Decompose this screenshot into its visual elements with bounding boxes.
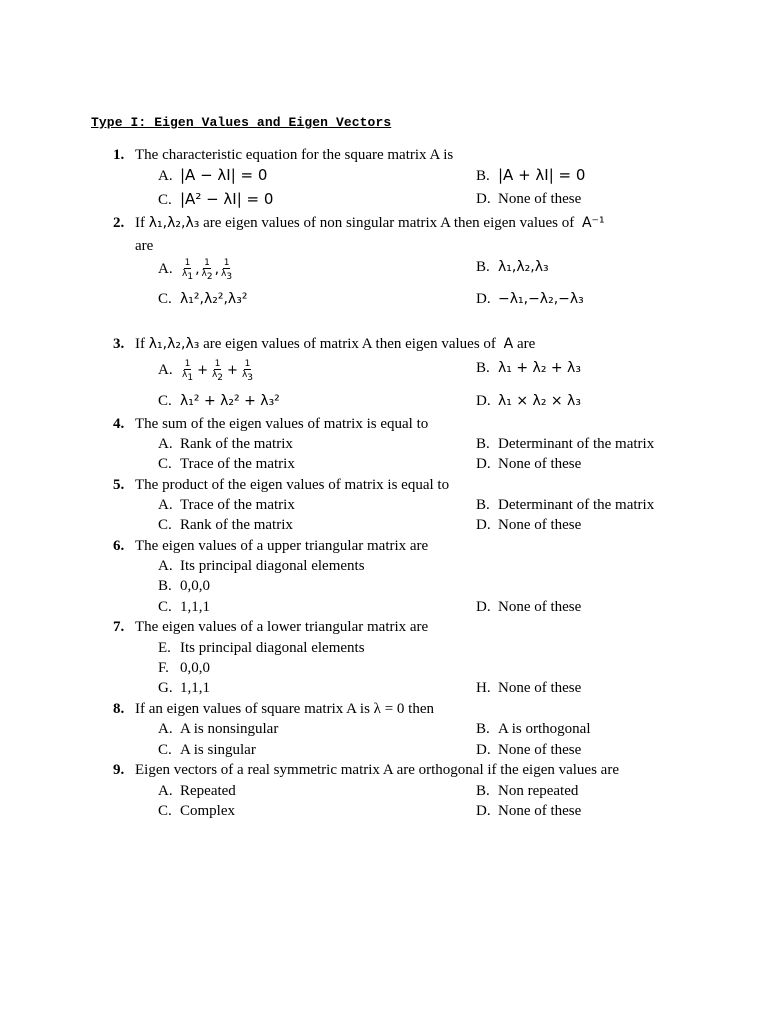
option-label: C.: [158, 517, 172, 533]
option-label: D.: [476, 291, 491, 307]
option-label: D.: [476, 191, 491, 207]
option-text: None of these: [498, 680, 582, 696]
question-text: The characteristic equation for the square matrix A is: [135, 147, 454, 163]
option-c: [158, 802, 235, 820]
option-label: B.: [476, 497, 490, 513]
option-label: A.: [158, 362, 173, 379]
question-text-end: are: [517, 336, 536, 352]
option-text: Trace of the matrix: [180, 456, 295, 472]
lambda-list: λ₁,λ₂,λ₃: [148, 336, 200, 352]
fraction-3: $\frac{1}{\lambda_3}$: [221, 258, 233, 282]
option-a: [158, 557, 365, 575]
question-text: The product of the eigen values of matrix is equal to: [135, 477, 450, 493]
fraction-2: $\frac{1}{\lambda_2}$: [211, 359, 224, 383]
option-math: |A + λI| = 0: [498, 166, 586, 184]
option-a: [158, 435, 293, 453]
option-label: D.: [476, 456, 491, 472]
option-label: E.: [158, 640, 171, 656]
option-text: 0,0,0: [180, 578, 210, 594]
option-math: λ₁ + λ₂ + λ₃: [498, 360, 581, 376]
option-a: [158, 782, 236, 800]
option-text: A is singular: [180, 742, 256, 758]
option-d: [476, 455, 581, 473]
option-e: [158, 639, 365, 657]
question-number: 3.: [113, 336, 125, 352]
option-label: A.: [158, 168, 173, 184]
option-text: Repeated: [180, 783, 236, 799]
option-c: [158, 392, 280, 410]
option-b: [476, 435, 654, 453]
option-text: Determinant of the matrix: [498, 497, 655, 513]
option-label: F.: [158, 660, 169, 676]
option-c: [158, 598, 210, 616]
option-d: [476, 802, 581, 820]
option-label: C.: [158, 393, 172, 409]
option-text: Its principal diagonal elements: [180, 558, 365, 574]
option-text: Rank of the matrix: [180, 517, 293, 533]
option-text: A is nonsingular: [180, 721, 279, 737]
fraction-3: $\frac{1}{\lambda_3}$: [241, 359, 253, 383]
option-text: None of these: [498, 599, 582, 615]
option-label: D.: [476, 393, 491, 409]
option-text: None of these: [498, 742, 582, 758]
question-text: Eigen vectors of a real symmetric matrix A are orthogonal if the eigen values are: [135, 762, 619, 778]
option-label: A.: [158, 783, 173, 799]
option-label: B.: [476, 721, 490, 737]
question-text: [135, 214, 605, 232]
question-number: 4.: [113, 416, 125, 432]
option-label: C.: [158, 291, 172, 307]
option-d: [476, 598, 581, 616]
fraction-1: $\frac{1}{\lambda_1}$: [182, 258, 194, 282]
option-a: A. $\frac{1}{\lambda_1}$ + $\frac{1}{\lambda_2}$ + $\frac{1}{\lambda_3}$: [158, 359, 253, 383]
option-text: None of these: [498, 191, 582, 207]
option-b: [476, 720, 591, 738]
option-label: A.: [158, 261, 173, 278]
option-label: B.: [476, 259, 490, 275]
option-h: [476, 679, 581, 697]
option-a: [158, 720, 278, 738]
question-text: [135, 335, 535, 353]
option-text: Determinant of the matrix: [498, 436, 655, 452]
matrix-inverse: A⁻¹: [581, 215, 605, 231]
option-text: Its principal diagonal elements: [180, 640, 365, 656]
option-text: Complex: [180, 803, 235, 819]
question-number: 9.: [113, 762, 125, 778]
question-number: 6.: [113, 538, 125, 554]
question-number: 8.: [113, 701, 125, 717]
option-label: A.: [158, 436, 173, 452]
option-label: C.: [158, 192, 172, 208]
option-math: λ₁²,λ₂²,λ₃²: [180, 291, 248, 307]
option-f: [158, 659, 210, 677]
option-c: [158, 516, 293, 534]
option-label: B.: [476, 360, 490, 376]
option-label: C.: [158, 803, 172, 819]
option-b: [476, 258, 549, 276]
option-label: C.: [158, 599, 172, 615]
option-text: Trace of the matrix: [180, 497, 295, 513]
question-number: 2.: [113, 215, 125, 231]
lambda-list: λ₁,λ₂,λ₃: [148, 215, 200, 231]
option-d: [476, 516, 581, 534]
option-text: Non repeated: [498, 783, 579, 799]
option-math: |A − λI| = 0: [180, 166, 268, 184]
option-a: [158, 166, 267, 185]
question-number: 7.: [113, 619, 125, 635]
option-label: G.: [158, 680, 173, 696]
option-label: D.: [476, 803, 491, 819]
option-math: −λ₁,−λ₂,−λ₃: [498, 291, 584, 307]
question-text: The eigen values of a lower triangular matrix are: [135, 619, 429, 635]
fraction-1: $\frac{1}{\lambda_1}$: [182, 359, 194, 383]
option-math: |A² − λI| = 0: [180, 190, 274, 208]
question-text-post: are eigen values of matrix A then eigen values of: [203, 336, 496, 352]
question-text-line2: are: [135, 238, 154, 254]
question-text-post: are eigen values of non singular matrix A then eigen values of: [203, 215, 575, 231]
question-text: The sum of the eigen values of matrix is equal to: [135, 416, 429, 432]
question-number: 5.: [113, 477, 125, 493]
option-b: [158, 577, 210, 595]
option-text: 0,0,0: [180, 660, 210, 676]
option-text: A is orthogonal: [498, 721, 591, 737]
option-d: [476, 190, 581, 208]
option-label: C.: [158, 742, 172, 758]
option-label: D.: [476, 742, 491, 758]
question-text: If an eigen values of square matrix A is λ = 0 then: [135, 701, 434, 717]
option-d: [476, 392, 581, 410]
option-text: None of these: [498, 517, 582, 533]
option-label: D.: [476, 599, 491, 615]
option-label: B.: [476, 436, 490, 452]
option-d: [476, 741, 581, 759]
option-label: H.: [476, 680, 491, 696]
option-label: A.: [158, 558, 173, 574]
option-label: B.: [476, 168, 490, 184]
option-c: [158, 290, 247, 308]
option-math: λ₁,λ₂,λ₃: [498, 259, 549, 275]
option-label: C.: [158, 456, 172, 472]
option-text: Rank of the matrix: [180, 436, 293, 452]
option-b: [476, 782, 578, 800]
option-b: [476, 166, 585, 185]
option-label: A.: [158, 721, 173, 737]
option-a: [158, 496, 295, 514]
option-b: [476, 359, 581, 377]
option-label: B.: [476, 783, 490, 799]
option-c: [158, 190, 273, 209]
option-label: D.: [476, 517, 491, 533]
option-d: [476, 290, 584, 308]
question-text-pre: If: [135, 336, 145, 352]
option-text: 1,1,1: [180, 599, 210, 615]
option-a: A. $\frac{1}{\lambda_1}$ , $\frac{1}{\lambda_2}$ , $\frac{1}{\lambda_3}$: [158, 258, 233, 282]
option-b: [476, 496, 654, 514]
section-heading: Type I: Eigen Values and Eigen Vectors: [91, 115, 392, 130]
question-number: 1.: [113, 147, 125, 163]
option-text: None of these: [498, 456, 582, 472]
fraction-2: $\frac{1}{\lambda_2}$: [201, 258, 213, 282]
option-math: λ₁ × λ₂ × λ₃: [498, 393, 581, 409]
question-text: The eigen values of a upper triangular matrix are: [135, 538, 429, 554]
question-text-pre: If: [135, 215, 145, 231]
option-text: None of these: [498, 803, 582, 819]
option-c: [158, 455, 295, 473]
option-g: [158, 679, 210, 697]
option-label: A.: [158, 497, 173, 513]
option-math: λ₁² + λ₂² + λ₃²: [180, 393, 280, 409]
option-c: [158, 741, 256, 759]
matrix-symbol: A: [503, 336, 514, 352]
option-label: B.: [158, 578, 172, 594]
option-text: 1,1,1: [180, 680, 210, 696]
